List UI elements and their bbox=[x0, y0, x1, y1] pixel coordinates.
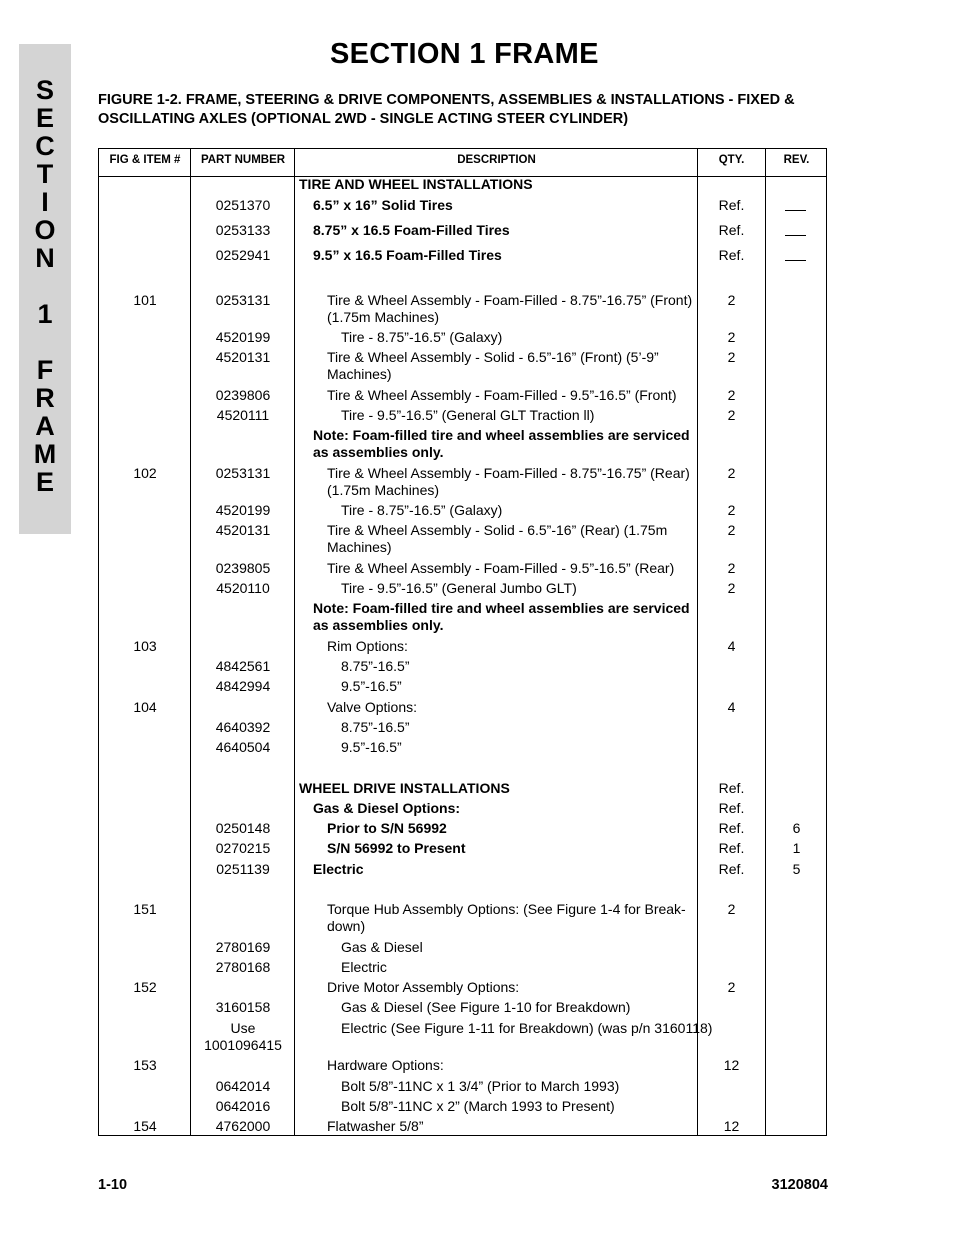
description-cell: Rim Options: bbox=[327, 638, 408, 654]
description-cell: 9.5” x 16.5 Foam-Filled Tires bbox=[313, 247, 502, 263]
quantity-cell: 2 bbox=[727, 465, 736, 481]
description-cell: Gas & Diesel bbox=[341, 939, 423, 955]
description-cell: Note: Foam-filled tire and wheel assemblies are serviced as assemblies only. bbox=[313, 427, 690, 460]
quantity-cell: Ref. bbox=[718, 197, 745, 213]
side-tab-letter: 1 bbox=[37, 299, 53, 329]
document-number: 3120804 bbox=[771, 1177, 828, 1193]
description-cell: Tire & Wheel Assembly - Foam-Filled - 8.75”-16.75” (Front) (1.75m Machines) bbox=[327, 292, 693, 325]
side-tab-letters bbox=[19, 76, 71, 496]
description-cell: 8.75”-16.5” bbox=[341, 719, 410, 735]
revision-cell: 6 bbox=[792, 820, 801, 836]
quantity-cell: Ref. bbox=[718, 222, 745, 238]
quantity-cell: 2 bbox=[727, 522, 736, 538]
quantity-cell: Ref. bbox=[718, 840, 745, 856]
part-number-cell: 0251370 bbox=[215, 197, 271, 213]
header-rev: REV. bbox=[783, 154, 810, 166]
part-number-cell: 0642016 bbox=[215, 1098, 271, 1114]
description-cell: S/N 56992 to Present bbox=[327, 840, 466, 856]
part-number-cell: 0253133 bbox=[215, 222, 271, 238]
item-number-cell: 103 bbox=[133, 638, 157, 654]
description-cell: Tire - 8.75”-16.5” (Galaxy) bbox=[341, 329, 503, 345]
part-number-cell: 0239805 bbox=[215, 560, 271, 576]
description-cell: Prior to S/N 56992 bbox=[327, 820, 447, 836]
description-cell: Electric bbox=[313, 861, 364, 877]
part-number-cell: 4640504 bbox=[215, 739, 271, 755]
parts-table bbox=[98, 148, 827, 1136]
side-tab-letter: M bbox=[33, 439, 57, 469]
part-number-cell: 0250148 bbox=[215, 820, 271, 836]
quantity-cell: 4 bbox=[727, 699, 736, 715]
revision-dash bbox=[785, 260, 806, 261]
part-number-cell: 2780168 bbox=[215, 959, 271, 975]
quantity-cell: 2 bbox=[727, 329, 736, 345]
item-number-cell: 154 bbox=[133, 1118, 157, 1134]
quantity-cell: Ref. bbox=[718, 861, 745, 877]
description-cell: Tire & Wheel Assembly - Foam-Filled - 9.5”-16.5” (Rear) bbox=[327, 560, 675, 576]
quantity-cell: 2 bbox=[727, 349, 736, 365]
part-number-cell: Use 1001096415 bbox=[204, 1020, 282, 1053]
description-cell: TIRE AND WHEEL INSTALLATIONS bbox=[299, 176, 533, 192]
description-cell: Tire & Wheel Assembly - Foam-Filled - 9.5”-16.5” (Front) bbox=[327, 387, 677, 403]
part-number-cell: 4762000 bbox=[215, 1118, 271, 1134]
item-number-cell: 151 bbox=[133, 901, 157, 917]
description-cell: 8.75” x 16.5 Foam-Filled Tires bbox=[313, 222, 510, 238]
part-number-cell: 4842994 bbox=[215, 678, 271, 694]
revision-cell: 1 bbox=[792, 840, 801, 856]
side-tab-letter: R bbox=[35, 383, 55, 413]
description-cell: Flatwasher 5/8” bbox=[327, 1118, 424, 1134]
part-number-cell: 0239806 bbox=[215, 387, 271, 403]
description-cell: Electric (See Figure 1-11 for Breakdown) (was p/n 3160118) bbox=[341, 1020, 713, 1036]
part-number-cell: 2780169 bbox=[215, 939, 271, 955]
description-cell: Bolt 5/8”-11NC x 1 3/4” (Prior to March 1993) bbox=[341, 1078, 620, 1094]
quantity-cell: 2 bbox=[727, 979, 736, 995]
header-description: DESCRIPTION bbox=[457, 154, 536, 166]
part-number-cell: 0642014 bbox=[215, 1078, 271, 1094]
description-cell: Valve Options: bbox=[327, 699, 418, 715]
description-cell: Note: Foam-filled tire and wheel assemblies are serviced as assemblies only. bbox=[313, 600, 690, 633]
description-cell: Gas & Diesel (See Figure 1-10 for Breakdown) bbox=[341, 999, 631, 1015]
part-number-cell: 4640392 bbox=[215, 719, 271, 735]
side-tab-letter: T bbox=[36, 159, 54, 189]
description-cell: WHEEL DRIVE INSTALLATIONS bbox=[299, 780, 510, 796]
description-cell: 9.5”-16.5” bbox=[341, 739, 402, 755]
quantity-cell: 12 bbox=[723, 1118, 740, 1134]
part-number-cell: 4520131 bbox=[215, 522, 271, 538]
side-tab-letter: O bbox=[34, 215, 56, 245]
item-number-cell: 153 bbox=[133, 1057, 157, 1073]
part-number-cell: 4520110 bbox=[216, 580, 270, 596]
part-number-cell: 4842561 bbox=[215, 658, 271, 674]
column-divider bbox=[765, 149, 766, 1135]
description-cell: 6.5” x 16” Solid Tires bbox=[313, 197, 453, 213]
quantity-cell: 2 bbox=[727, 407, 736, 423]
description-cell: 9.5”-16.5” bbox=[341, 678, 402, 694]
description-cell: Tire & Wheel Assembly - Foam-Filled - 8.75”-16.75” (Rear) (1.75m Machines) bbox=[327, 465, 690, 498]
quantity-cell: 2 bbox=[727, 292, 736, 308]
table-header bbox=[99, 149, 826, 177]
quantity-cell: Ref. bbox=[718, 247, 745, 263]
description-cell: Hardware Options: bbox=[327, 1057, 444, 1073]
page-number: 1-10 bbox=[98, 1177, 128, 1193]
revision-dash bbox=[785, 210, 806, 211]
description-cell: Electric bbox=[341, 959, 387, 975]
part-number-cell: 0252941 bbox=[215, 247, 271, 263]
part-number-cell: 0270215 bbox=[215, 840, 271, 856]
side-tab-letter: I bbox=[41, 187, 49, 217]
part-number-cell: 3160158 bbox=[215, 999, 271, 1015]
item-number-cell: 102 bbox=[133, 465, 157, 481]
revision-cell: 5 bbox=[792, 861, 801, 877]
description-cell: Bolt 5/8”-11NC x 2” (March 1993 to Present) bbox=[341, 1098, 615, 1114]
quantity-cell: Ref. bbox=[718, 800, 745, 816]
description-cell: Tire - 9.5”-16.5” (General GLT Traction ll) bbox=[341, 407, 595, 423]
side-tab-letter: N bbox=[35, 243, 55, 273]
quantity-cell: 2 bbox=[727, 901, 736, 917]
description-cell: 8.75”-16.5” bbox=[341, 658, 410, 674]
description-cell: Tire & Wheel Assembly - Solid - 6.5”-16” (Front) (5’-9” Machines) bbox=[327, 349, 659, 382]
quantity-cell: 2 bbox=[727, 560, 736, 576]
header-item: FIG & ITEM # bbox=[109, 154, 181, 166]
header-qty: QTY. bbox=[718, 154, 745, 166]
part-number-cell: 4520199 bbox=[215, 329, 271, 345]
part-number-cell: 0251139 bbox=[216, 861, 270, 877]
quantity-cell: 4 bbox=[727, 638, 736, 654]
item-number-cell: 104 bbox=[133, 699, 157, 715]
quantity-cell: 2 bbox=[727, 387, 736, 403]
side-tab-letter: E bbox=[35, 467, 54, 497]
description-cell: Gas & Diesel Options: bbox=[313, 800, 461, 816]
item-number-cell: 152 bbox=[133, 979, 157, 995]
header-part-number: PART NUMBER bbox=[200, 154, 286, 166]
side-tab-letter: E bbox=[35, 103, 54, 133]
description-cell: Drive Motor Assembly Options: bbox=[327, 979, 520, 995]
description-cell: Torque Hub Assembly Options: (See Figure 1-4 for Break-down) bbox=[327, 901, 686, 934]
part-number-cell: 0253131 bbox=[215, 465, 271, 481]
description-cell: Tire - 9.5”-16.5” (General Jumbo GLT) bbox=[341, 580, 577, 596]
description-cell: Tire & Wheel Assembly - Solid - 6.5”-16” (Rear) (1.75m Machines) bbox=[327, 522, 668, 555]
section-side-tab bbox=[19, 44, 71, 534]
quantity-cell: Ref. bbox=[718, 780, 745, 796]
quantity-cell: 12 bbox=[723, 1057, 740, 1073]
part-number-cell: 4520131 bbox=[215, 349, 271, 365]
side-tab-letter: C bbox=[35, 131, 55, 161]
description-cell: Tire - 8.75”-16.5” (Galaxy) bbox=[341, 502, 503, 518]
figure-caption: FIGURE 1-2. FRAME, STEERING & DRIVE COMPONENTS, ASSEMBLIES & INSTALLATIONS - FIXED & OSCILLATING AXLES (OPTIONAL 2WD - SINGLE ACTING STEER CYLINDER) bbox=[98, 92, 795, 127]
part-number-cell: 0253131 bbox=[215, 292, 271, 308]
item-number-cell: 101 bbox=[133, 292, 157, 308]
side-tab-letter: S bbox=[35, 75, 54, 105]
quantity-cell: Ref. bbox=[718, 820, 745, 836]
revision-dash bbox=[785, 235, 806, 236]
quantity-cell: 2 bbox=[727, 580, 736, 596]
part-number-cell: 4520111 bbox=[216, 407, 270, 423]
side-tab-letter: A bbox=[35, 411, 55, 441]
part-number-cell: 4520199 bbox=[215, 502, 271, 518]
quantity-cell: 2 bbox=[727, 502, 736, 518]
page-title: SECTION 1 FRAME bbox=[330, 38, 599, 70]
side-tab-letter: F bbox=[36, 355, 54, 385]
